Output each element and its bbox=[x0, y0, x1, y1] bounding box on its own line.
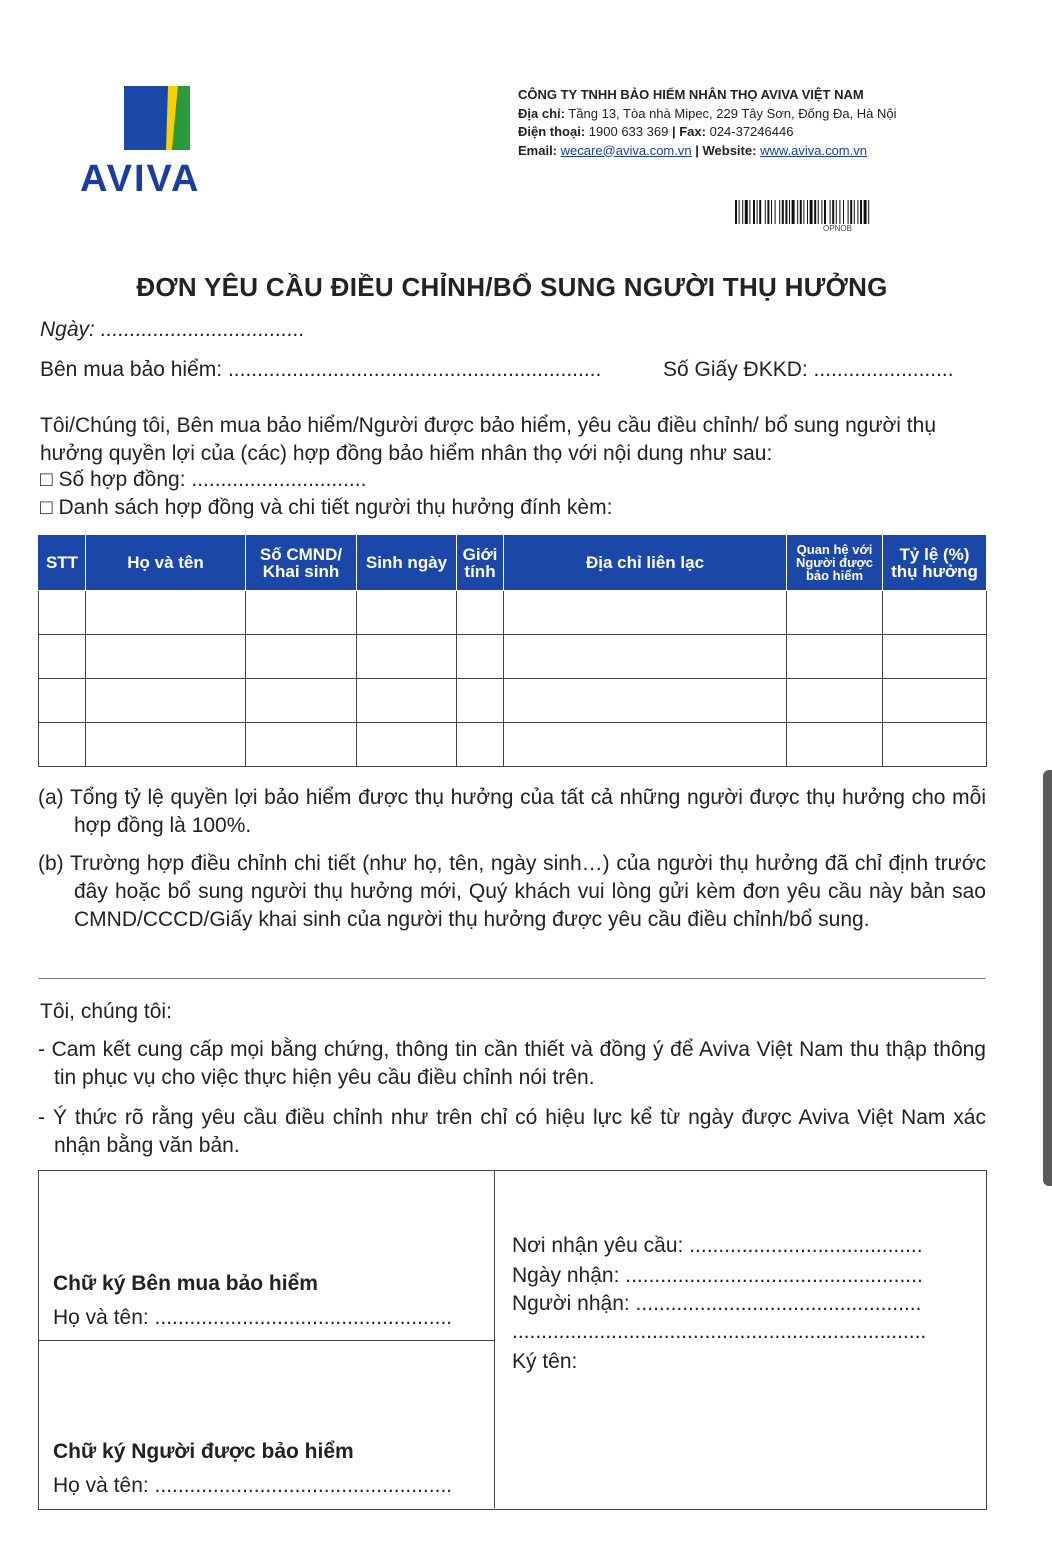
barcode-icon bbox=[735, 200, 940, 224]
buyer-signature-label: Chữ ký Bên mua bảo hiểm bbox=[53, 1272, 318, 1295]
column-header: Giới tính bbox=[457, 535, 504, 591]
table-cell[interactable] bbox=[457, 679, 504, 723]
table-cell[interactable] bbox=[357, 591, 457, 635]
table-cell[interactable] bbox=[883, 723, 987, 767]
table-cell[interactable] bbox=[457, 591, 504, 635]
column-header: Họ và tên bbox=[86, 535, 246, 591]
form-title: ĐƠN YÊU CẦU ĐIỀU CHỈNH/BỔ SUNG NGƯỜI THỤ HƯỞNG bbox=[136, 272, 888, 302]
date-field[interactable]: Ngày: ................................... bbox=[40, 318, 305, 341]
table-cell[interactable] bbox=[883, 679, 987, 723]
receive-place-field[interactable]: Nơi nhận yêu cầu: ........................................ bbox=[512, 1234, 923, 1257]
table-cell[interactable] bbox=[39, 591, 86, 635]
note-a: (a) Tổng tỷ lệ quyền lợi bảo hiểm được thụ hưởng của tất cả những người được thụ hưởng cho mỗi hợp đồng là 100%. bbox=[38, 786, 986, 837]
table-header-row bbox=[39, 535, 987, 591]
receiver-field-continued[interactable]: ....................................................................... bbox=[512, 1320, 927, 1343]
license-field[interactable]: Số Giấy ĐKKD: ........................ bbox=[663, 358, 954, 381]
table-cell[interactable] bbox=[86, 591, 246, 635]
intro-paragraph: Tôi/Chúng tôi, Bên mua bảo hiểm/Người được bảo hiểm, yêu cầu điều chỉnh/ bổ sung người thụ hưởng quyền lợi của (các) hợp đồng bảo hiểm nhân thọ với nội dung như sau: bbox=[40, 414, 936, 465]
table-cell[interactable] bbox=[39, 723, 86, 767]
beneficiary-table bbox=[38, 534, 987, 767]
table-cell[interactable] bbox=[457, 723, 504, 767]
contract-number-option[interactable]: □ Số hợp đồng: .............................. bbox=[40, 468, 367, 491]
table-cell[interactable] bbox=[787, 591, 883, 635]
table-cell[interactable] bbox=[246, 723, 357, 767]
column-header: Sinh ngày bbox=[357, 535, 457, 591]
barcode-code: OPNOB bbox=[823, 224, 852, 233]
table-row bbox=[39, 679, 987, 723]
table-cell[interactable] bbox=[883, 591, 987, 635]
insured-signature-label: Chữ ký Người được bảo hiểm bbox=[53, 1440, 354, 1463]
signature-divider-vertical bbox=[494, 1170, 495, 1508]
company-contact: Email: wecare@aviva.com.vn | Website: www.aviva.com.vn bbox=[518, 142, 867, 158]
table-cell[interactable] bbox=[357, 723, 457, 767]
receiver-field[interactable]: Người nhận: ................................................. bbox=[512, 1292, 922, 1315]
table-cell[interactable] bbox=[504, 591, 787, 635]
table-cell[interactable] bbox=[787, 679, 883, 723]
column-header: Tỷ lệ (%) thụ hưởng bbox=[883, 535, 987, 591]
table-cell[interactable] bbox=[246, 635, 357, 679]
receive-date-field[interactable]: Ngày nhận: ................................................... bbox=[512, 1264, 923, 1287]
table-cell[interactable] bbox=[246, 591, 357, 635]
column-header: STT bbox=[39, 535, 86, 591]
company-name: CÔNG TY TNHH BẢO HIỂM NHÂN THỌ AVIVA VIỆT NAM bbox=[518, 87, 864, 102]
aviva-logo bbox=[80, 84, 240, 204]
table-cell[interactable] bbox=[246, 679, 357, 723]
company-info bbox=[518, 86, 897, 160]
table-cell[interactable] bbox=[504, 635, 787, 679]
website-link[interactable]: www.aviva.com.vn bbox=[760, 142, 867, 158]
table-cell[interactable] bbox=[504, 723, 787, 767]
table-cell[interactable] bbox=[39, 635, 86, 679]
table-cell[interactable] bbox=[883, 635, 987, 679]
declaration-item-1: - Cam kết cung cấp mọi bằng chứng, thông tin cần thiết và đồng ý để Aviva Việt Nam thu thập thông tin phục vụ cho việc thực hiện yêu cầu điều chỉnh nói trên. bbox=[38, 1038, 986, 1089]
note-b: (b) Trường hợp điều chỉnh chi tiết (như họ, tên, ngày sinh…) của người thụ hưởng đã chỉ định trước đây hoặc bổ sung người thụ hưởng mới, Quý khách vui lòng gửi kèm đơn yêu cầu này bản sao CMND/CCCD/Giấy khai sinh của người thụ hưởng được yêu cầu điều chỉnh/bổ sung. bbox=[38, 852, 986, 931]
buyer-field[interactable]: Bên mua bảo hiểm: ................................................................ bbox=[40, 358, 602, 381]
insured-name-field[interactable]: Họ và tên: ................................................... bbox=[53, 1474, 453, 1497]
aviva-wordmark: AVIVA bbox=[80, 158, 201, 200]
declaration-heading: Tôi, chúng tôi: bbox=[40, 1000, 172, 1023]
table-row bbox=[39, 635, 987, 679]
company-phone: Điện thoại: 1900 633 369 | Fax: 024-37246446 bbox=[518, 124, 794, 139]
table-row bbox=[39, 723, 987, 767]
table-cell[interactable] bbox=[787, 723, 883, 767]
scrollbar-handle[interactable] bbox=[1043, 770, 1052, 1186]
signature-divider-horizontal bbox=[38, 1340, 494, 1341]
table-cell[interactable] bbox=[357, 635, 457, 679]
table-cell[interactable] bbox=[86, 635, 246, 679]
table-cell[interactable] bbox=[39, 679, 86, 723]
company-address: Địa chỉ: Tầng 13, Tòa nhà Mipec, 229 Tây Sơn, Đống Đa, Hà Nội bbox=[518, 105, 897, 121]
column-header: Địa chỉ liên lạc bbox=[504, 535, 787, 591]
column-header: Quan hệ với Người được bảo hiểm bbox=[787, 535, 883, 591]
attached-list-option[interactable]: □ Danh sách hợp đồng và chi tiết người thụ hưởng đính kèm: bbox=[40, 496, 613, 519]
table-cell[interactable] bbox=[86, 679, 246, 723]
table-cell[interactable] bbox=[787, 635, 883, 679]
email-link[interactable]: wecare@aviva.com.vn bbox=[560, 142, 692, 158]
table-cell[interactable] bbox=[86, 723, 246, 767]
table-row bbox=[39, 591, 987, 635]
buyer-name-field[interactable]: Họ và tên: ................................................... bbox=[53, 1306, 453, 1329]
table-cell[interactable] bbox=[504, 679, 787, 723]
aviva-logo-mark-icon bbox=[80, 84, 240, 154]
table-cell[interactable] bbox=[357, 679, 457, 723]
signed-label: Ký tên: bbox=[512, 1350, 578, 1373]
column-header: Số CMND/ Khai sinh bbox=[246, 535, 357, 591]
divider bbox=[38, 978, 986, 979]
declaration-item-2: - Ý thức rõ rằng yêu cầu điều chỉnh như trên chỉ có hiệu lực kể từ ngày được Aviva Việt Nam xác nhận bằng văn bản. bbox=[38, 1106, 986, 1157]
table-cell[interactable] bbox=[457, 635, 504, 679]
